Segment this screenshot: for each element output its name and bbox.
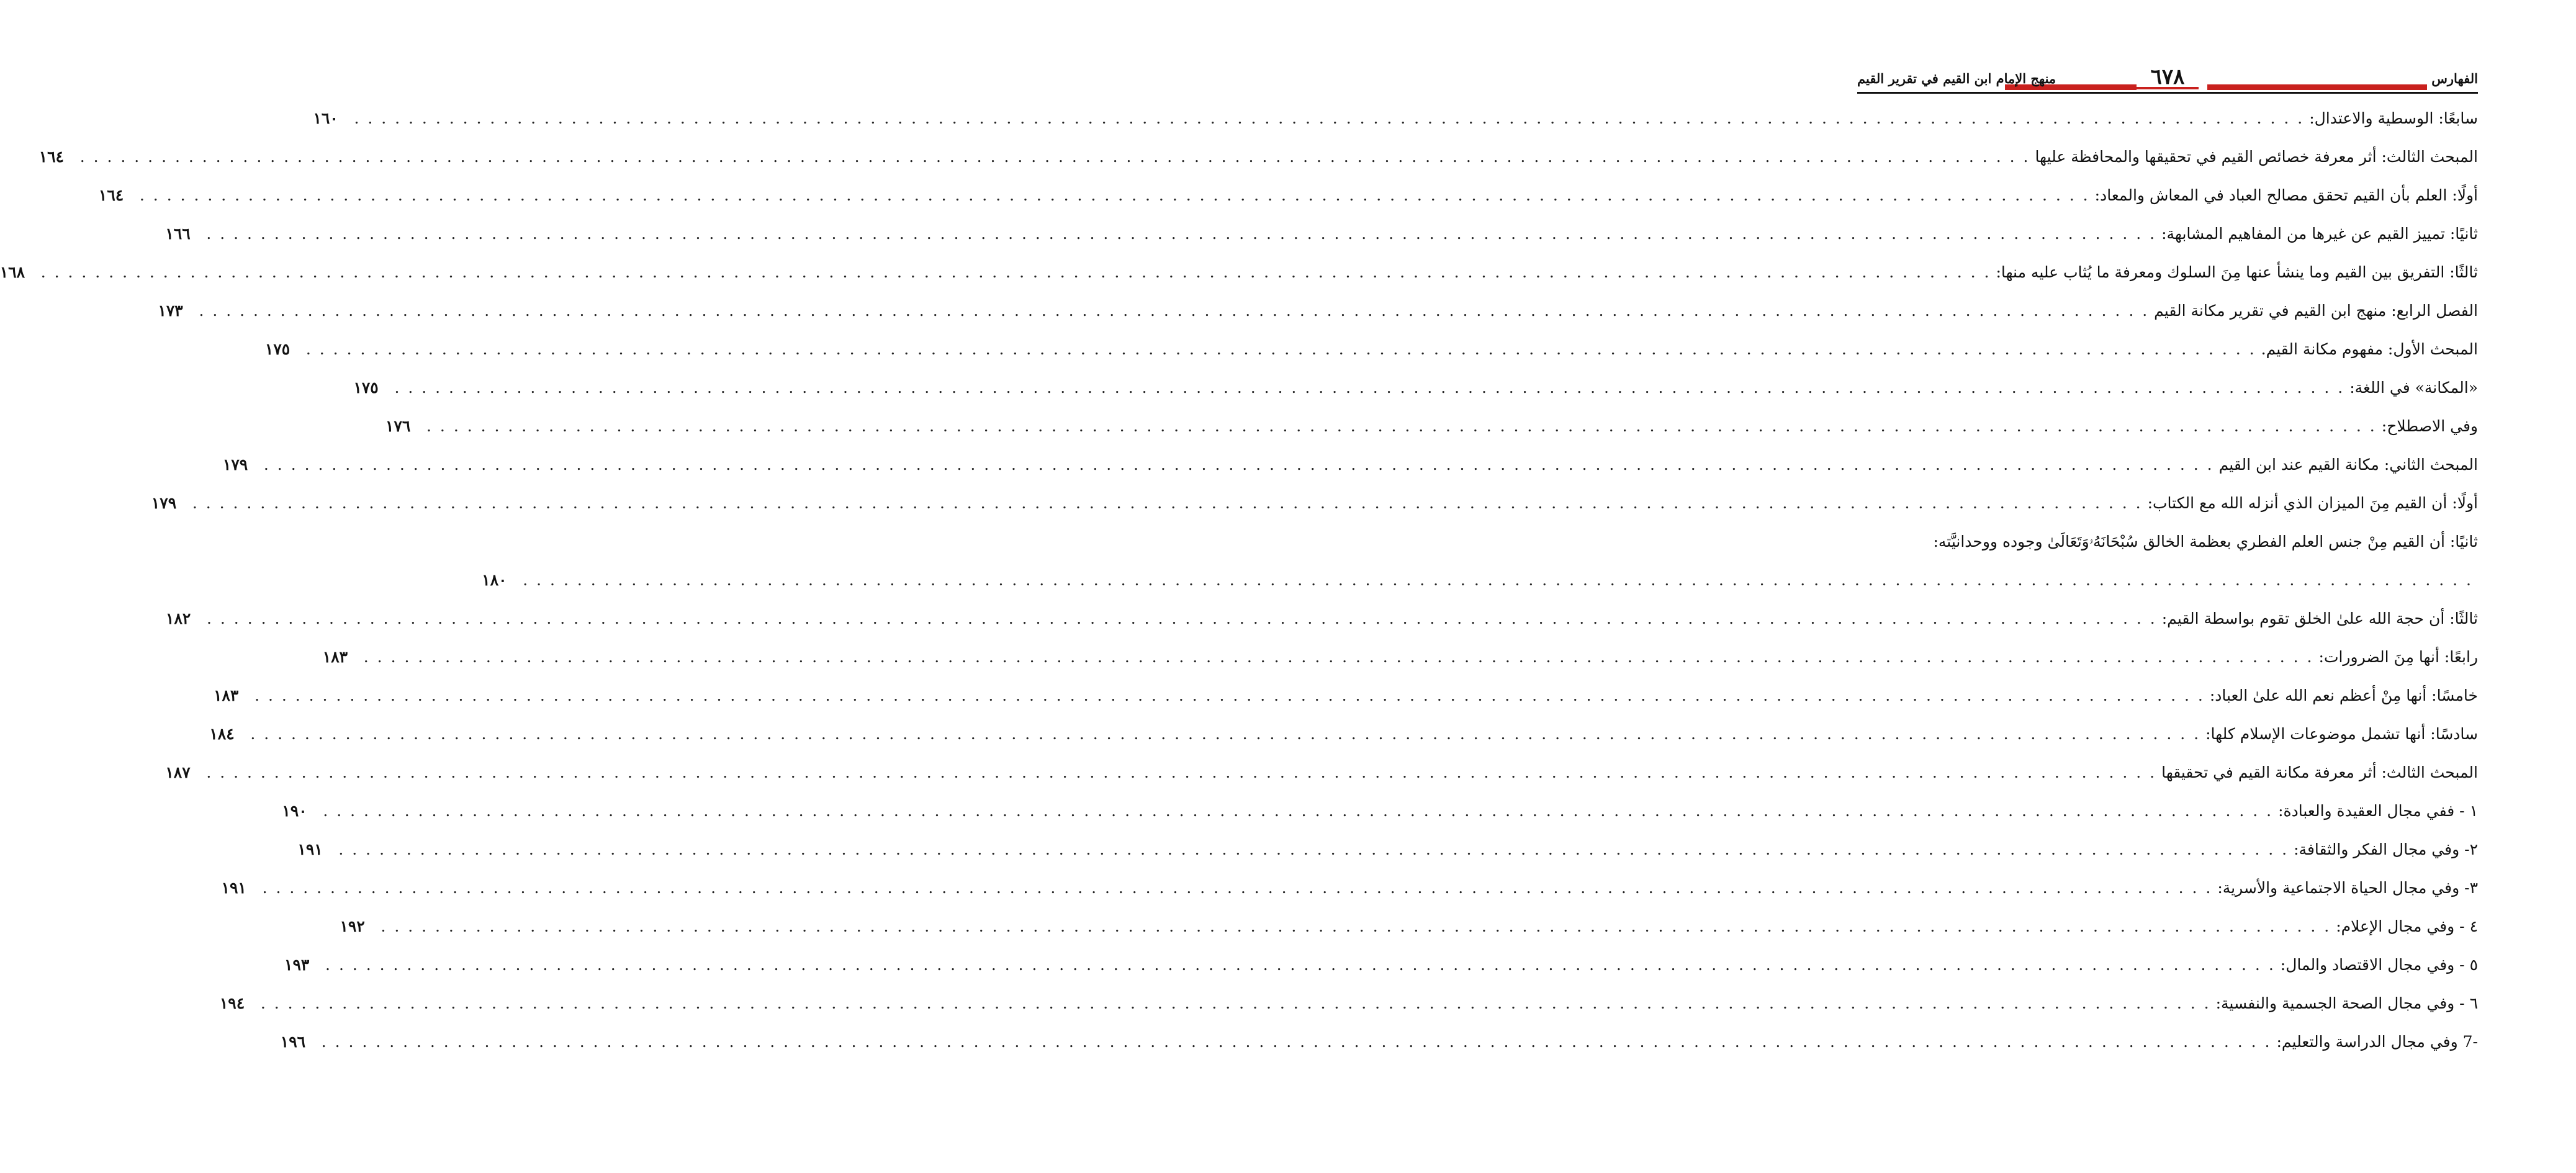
toc-leader-dots: . . . . . . . . . . . . . . . . . . . . . . . . . . . . . . . . . . . . . . . . . . . . . . . . . . . . . . . . . . . . . . . . . . . . . . . . . . . . . . . . . . . . . . . . . . . . . . . . . . . . . . . . . . . . . . . . . . . . . . . . . . . . . . . . . . . . . . . . . . . . . . . . [262, 879, 2213, 897]
toc-entry-title: -7 وفي مجال الدراسة والتعليم: [2276, 1033, 2478, 1051]
toc-entry [158, 292, 2478, 330]
toc-leader-dots: . . . . . . . . . . . . . . . . . . . . . . . . . . . . . . . . . . . . . . . . . . . . . . . . . . . . . . . . . . . . . . . . . . . . . . . . . . . . . . . . . . . . . . . . . . . . . . . . . . . . . . . . . . . . . . . . . . . . . . . . . . . . . . . . . . . . . . . . . . . . . . . . [426, 417, 2377, 435]
toc-leader-dots: . . . . . . . . . . . . . . . . . . . . . . . . . . . . . . . . . . . . . . . . . . . . . . . . . . . . . . . . . . . . . . . . . . . . . . . . . . . . . . . . . . . . . . . . . . . . . . . . . . . . . . . . . . . . . . . . . . . . . . . . . . . . . . . . . . . . . . . . . . . . . . . . [363, 648, 2314, 666]
toc-leader-dots: . . . . . . . . . . . . . . . . . . . . . . . . . . . . . . . . . . . . . . . . . . . . . . . . . . . . . . . . . . . . . . . . . . . . . . . . . . . . . . . . . . . . . . . . . . . . . . . . . . . . . . . . . . . . . . . . . . . . . . . . . . . . . . . . . . . . . . . . . . . . . . . . [199, 302, 2150, 320]
toc-entry [313, 99, 2478, 138]
toc-entry [209, 715, 2478, 753]
toc-entry-page: ١٨٣ [214, 686, 239, 704]
toc-entry-page: ١٨٤ [209, 725, 235, 743]
toc-entry-page: ١٧٥ [353, 379, 379, 397]
toc-entry-title: المبحث الثالث: أثر معرفة مكانة القيم في تحقيقها [2161, 763, 2478, 781]
toc-entry-title: «المكانة» في اللغة: [2349, 379, 2478, 397]
toc-entry [297, 830, 2478, 869]
header-rule [1857, 92, 2478, 94]
toc-leader-dots: . . . . . . . . . . . . . . . . . . . . . . . . . . . . . . . . . . . . . . . . . . . . . . . . . . . . . . . . . . . . . . . . . . . . . . . . . . . . . . . . . . . . . . . . . . . . . . . . . . . . . . . . . . . . . . . . . . . . . . . . . . . . . . . . . . . . . . . . . . . . . . . . [523, 571, 2473, 589]
toc-entry [214, 676, 2478, 715]
toc-leader-dots: . . . . . . . . . . . . . . . . . . . . . . . . . . . . . . . . . . . . . . . . . . . . . . . . . . . . . . . . . . . . . . . . . . . . . . . . . . . . . . . . . . . . . . . . . . . . . . . . . . . . . . . . . . . . . . . . . . . . . . . . . . . . . . . . . . . . . . . . . . . . . . . . [338, 840, 2289, 858]
toc-leader-dots: . . . . . . . . . . . . . . . . . . . . . . . . . . . . . . . . . . . . . . . . . . . . . . . . . . . . . . . . . . . . . . . . . . . . . . . . . . . . . . . . . . . . . . . . . . . . . . . . . . . . . . . . . . . . . . . . . . . . . . . . . . . . . . . . . . . . . . . . . . . . . . . . [139, 186, 2090, 204]
toc-entry [264, 330, 2478, 369]
header-section-label: الفهارس [2431, 71, 2478, 86]
toc-entry-title: وفي الاصطلاح: [2381, 417, 2478, 435]
toc-entry-title: ٢- وفي مجال الفكر والثقافة: [2294, 840, 2478, 858]
toc-leader-dots: . . . . . . . . . . . . . . . . . . . . . . . . . . . . . . . . . . . . . . . . . . . . . . . . . . . . . . . . . . . . . . . . . . . . . . . . . . . . . . . . . . . . . . . . . . . . . . . . . . . . . . . . . . . . . . . . . . . . . . . . . . . . . . . . . . . . . . . . . . . . . . . . [40, 263, 1991, 281]
toc-leader-dots: . . . . . . . . . . . . . . . . . . . . . . . . . . . . . . . . . . . . . . . . . . . . . . . . . . . . . . . . . . . . . . . . . . . . . . . . . . . . . . . . . . . . . . . . . . . . . . . . . . . . . . . . . . . . . . . . . . . . . . . . . . . . . . . . . . . . . . . . . . . . . . . . [381, 917, 2331, 935]
toc-entry [165, 753, 2478, 792]
toc-leader-dots: . . . . . . . . . . . . . . . . . . . . . . . . . . . . . . . . . . . . . . . . . . . . . . . . . . . . . . . . . . . . . . . . . . . . . . . . . . . . . . . . . . . . . . . . . . . . . . . . . . . . . . . . . . . . . . . . . . . . . . . . . . . . . . . . . . . . . . . . . . . . . . . . [206, 763, 2157, 781]
toc-entry-page: ١٧٦ [385, 417, 411, 435]
toc-entry-title: المبحث الأول: مفهوم مكانة القيم. [2261, 340, 2478, 358]
toc-entry-page: ١٦٤ [98, 186, 124, 204]
toc-entry-page: ١٨٧ [165, 763, 191, 781]
toc-entry-page: ١٩١ [221, 879, 246, 897]
toc-entry-title: المبحث الثالث: أثر معرفة خصائص القيم في تحقيقها والمحافظة عليها [2035, 148, 2478, 166]
toc-leader-dots: . . . . . . . . . . . . . . . . . . . . . . . . . . . . . . . . . . . . . . . . . . . . . . . . . . . . . . . . . . . . . . . . . . . . . . . . . . . . . . . . . . . . . . . . . . . . . . . . . . . . . . . . . . . . . . . . . . . . . . . . . . . . . . . . . . . . . . . . . . . . . . . . [207, 609, 2157, 627]
page-number: ٦٧٨ [2150, 65, 2185, 89]
toc-entry-title: ٣- وفي مجال الحياة الاجتماعية والأسرية: [2217, 879, 2478, 897]
toc-entry-title: أولًا: أن القيم مِنَ الميزان الذي أنزله الله مع الكتاب: [2147, 494, 2478, 512]
toc-entry [1857, 523, 2478, 561]
toc-entry-page: ١٩٢ [340, 917, 365, 935]
toc-entry-title: ٤ - وفي مجال الإعلام: [2336, 917, 2478, 935]
toc-entry-title: ثانيًا: أن القيم مِنْ جنس العلم الفطري بعظمة الخالق سُبْحَانَهُۥوَتَعَالَىٰ وجوده ووحدانيَّته: [1933, 533, 2478, 551]
toc-entry-page: ١٨٠ [482, 571, 507, 589]
toc-entry [221, 869, 2478, 907]
toc-entry-page: ١٩٣ [284, 956, 310, 974]
toc-entry-page: ١٦٤ [38, 148, 64, 166]
running-header [1857, 67, 2478, 94]
header-book-title: منهج الإمام ابن القيم في تقرير القيم [1857, 71, 2056, 86]
toc-entry-title: سابعًا: الوسطية والاعتدال: [2309, 109, 2478, 127]
toc-entry-page: ١٦٦ [165, 225, 191, 243]
toc-entry [151, 484, 2478, 523]
toc-leader-dots: . . . . . . . . . . . . . . . . . . . . . . . . . . . . . . . . . . . . . . . . . . . . . . . . . . . . . . . . . . . . . . . . . . . . . . . . . . . . . . . . . . . . . . . . . . . . . . . . . . . . . . . . . . . . . . . . . . . . . . . . . . . . . . . . . . . . . . . . . . . . . . . . [394, 379, 2345, 397]
toc-leader-dots: . . . . . . . . . . . . . . . . . . . . . . . . . . . . . . . . . . . . . . . . . . . . . . . . . . . . . . . . . . . . . . . . . . . . . . . . . . . . . . . . . . . . . . . . . . . . . . . . . . . . . . . . . . . . . . . . . . . . . . . . . . . . . . . . . . . . . . . . . . . . . . . . [305, 340, 2256, 358]
toc-entry [280, 1023, 2478, 1061]
toc-entry [284, 946, 2478, 984]
toc-entry-page: ١٦٨ [0, 263, 25, 281]
toc-entry [353, 369, 2478, 407]
toc-entry-title: رابعًا: أنها مِنَ الضرورات: [2318, 648, 2478, 666]
toc-leader-dots: . . . . . . . . . . . . . . . . . . . . . . . . . . . . . . . . . . . . . . . . . . . . . . . . . . . . . . . . . . . . . . . . . . . . . . . . . . . . . . . . . . . . . . . . . . . . . . . . . . . . . . . . . . . . . . . . . . . . . . . . . . . . . . . . . . . . . . . . . . . . . . . . [260, 994, 2211, 1012]
toc-entry [0, 253, 2478, 292]
header-red-bar-right [2207, 84, 2427, 90]
toc-entry-title: المبحث الثاني: مكانة القيم عند ابن القيم [2218, 456, 2478, 474]
toc-entry-title: ٥ - وفي مجال الاقتصاد والمال: [2280, 956, 2478, 974]
toc-entry-title: ثانيًا: تمييز القيم عن غيرها من المفاهيم المشابهة: [2161, 225, 2478, 243]
toc-entry-page: ١٨٣ [322, 648, 348, 666]
toc-leader-dots: . . . . . . . . . . . . . . . . . . . . . . . . . . . . . . . . . . . . . . . . . . . . . . . . . . . . . . . . . . . . . . . . . . . . . . . . . . . . . . . . . . . . . . . . . . . . . . . . . . . . . . . . . . . . . . . . . . . . . . . . . . . . . . . . . . . . . . . . . . . . . . . . [325, 956, 2276, 974]
toc-entry-page: ١٧٩ [151, 494, 177, 512]
toc-entry-page: ١٦٠ [313, 109, 338, 127]
toc-entry-title: ١ - ففي مجال العقيدة والعبادة: [2278, 802, 2478, 820]
toc-entry [222, 446, 2478, 484]
toc-leader-dots: . . . . . . . . . . . . . . . . . . . . . . . . . . . . . . . . . . . . . . . . . . . . . . . . . . . . . . . . . . . . . . . . . . . . . . . . . . . . . . . . . . . . . . . . . . . . . . . . . . . . . . . . . . . . . . . . . . . . . . . . . . . . . . . . . . . . . . . . . . . . . . . . [254, 686, 2205, 704]
toc-entry-page: ١٧٩ [222, 456, 248, 474]
toc-entry-page: ١٨٢ [166, 609, 191, 627]
toc-entry [322, 638, 2478, 676]
toc-entry-page: ١٩٦ [280, 1033, 306, 1051]
toc-entry-page: ١٧٥ [264, 340, 290, 358]
toc-entry-title: ٦ - وفي مجال الصحة الجسمية والنفسية: [2215, 994, 2478, 1012]
toc-entry-page: ١٩٤ [219, 994, 245, 1012]
toc-entry [385, 407, 2478, 446]
table-of-contents [0, 99, 2478, 1061]
toc-entry-page: ١٧٣ [158, 302, 183, 320]
toc-entry-title: سادسًا: أنها تشمل موضوعات الإسلام كلها: [2205, 725, 2478, 743]
toc-entry [165, 215, 2478, 253]
toc-entry-title: الفصل الرابع: منهج ابن القيم في تقرير مكانة القيم [2154, 302, 2478, 320]
toc-leader-dots: . . . . . . . . . . . . . . . . . . . . . . . . . . . . . . . . . . . . . . . . . . . . . . . . . . . . . . . . . . . . . . . . . . . . . . . . . . . . . . . . . . . . . . . . . . . . . . . . . . . . . . . . . . . . . . . . . . . . . . . . . . . . . . . . . . . . . . . . . . . . . . . . [323, 802, 2274, 820]
toc-leader-dots: . . . . . . . . . . . . . . . . . . . . . . . . . . . . . . . . . . . . . . . . . . . . . . . . . . . . . . . . . . . . . . . . . . . . . . . . . . . . . . . . . . . . . . . . . . . . . . . . . . . . . . . . . . . . . . . . . . . . . . . . . . . . . . . . . . . . . . . . . . . . . . . . [79, 148, 2030, 166]
toc-leader-dots: . . . . . . . . . . . . . . . . . . . . . . . . . . . . . . . . . . . . . . . . . . . . . . . . . . . . . . . . . . . . . . . . . . . . . . . . . . . . . . . . . . . . . . . . . . . . . . . . . . . . . . . . . . . . . . . . . . . . . . . . . . . . . . . . . . . . . . . . . . . . . . . . [250, 725, 2201, 743]
toc-entry-title: ثالثًا: أن حجة الله علىٰ الخلق تقوم بواسطة القيم: [2161, 609, 2478, 627]
toc-leader-dots: . . . . . . . . . . . . . . . . . . . . . . . . . . . . . . . . . . . . . . . . . . . . . . . . . . . . . . . . . . . . . . . . . . . . . . . . . . . . . . . . . . . . . . . . . . . . . . . . . . . . . . . . . . . . . . . . . . . . . . . . . . . . . . . . . . . . . . . . . . . . . . . . [192, 494, 2143, 512]
toc-entry [38, 138, 2478, 176]
toc-entry [98, 176, 2478, 215]
toc-entry [166, 600, 2478, 638]
toc-entry [482, 561, 2478, 600]
toc-leader-dots: . . . . . . . . . . . . . . . . . . . . . . . . . . . . . . . . . . . . . . . . . . . . . . . . . . . . . . . . . . . . . . . . . . . . . . . . . . . . . . . . . . . . . . . . . . . . . . . . . . . . . . . . . . . . . . . . . . . . . . . . . . . . . . . . . . . . . . . . . . . . . . . . [206, 225, 2157, 243]
toc-entry-title: أولًا: العلم بأن القيم تحقق مصالح العباد في المعاش والمعاد: [2094, 186, 2478, 204]
toc-entry-page: ١٩١ [297, 840, 323, 858]
toc-entry-page: ١٩٠ [282, 802, 307, 820]
toc-leader-dots: . . . . . . . . . . . . . . . . . . . . . . . . . . . . . . . . . . . . . . . . . . . . . . . . . . . . . . . . . . . . . . . . . . . . . . . . . . . . . . . . . . . . . . . . . . . . . . . . . . . . . . . . . . . . . . . . . . . . . . . . . . . . . . . . . . . . . . . . . . . . . . . . [354, 109, 2305, 127]
toc-entry-title: ثالثًا: التفريق بين القيم وما ينشأ عنها مِنَ السلوك ومعرفة ما يُثاب عليه منها: [1996, 263, 2478, 281]
toc-entry [340, 907, 2478, 946]
toc-leader-dots: . . . . . . . . . . . . . . . . . . . . . . . . . . . . . . . . . . . . . . . . . . . . . . . . . . . . . . . . . . . . . . . . . . . . . . . . . . . . . . . . . . . . . . . . . . . . . . . . . . . . . . . . . . . . . . . . . . . . . . . . . . . . . . . . . . . . . . . . . . . . . . . . [321, 1033, 2272, 1051]
toc-entry-title: خامسًا: أنها مِنْ أعظم نعم الله علىٰ العباد: [2209, 686, 2478, 704]
toc-entry [282, 792, 2478, 830]
toc-entry [219, 984, 2478, 1023]
toc-leader-dots: . . . . . . . . . . . . . . . . . . . . . . . . . . . . . . . . . . . . . . . . . . . . . . . . . . . . . . . . . . . . . . . . . . . . . . . . . . . . . . . . . . . . . . . . . . . . . . . . . . . . . . . . . . . . . . . . . . . . . . . . . . . . . . . . . . . . . . . . . . . . . . . . [263, 456, 2214, 474]
